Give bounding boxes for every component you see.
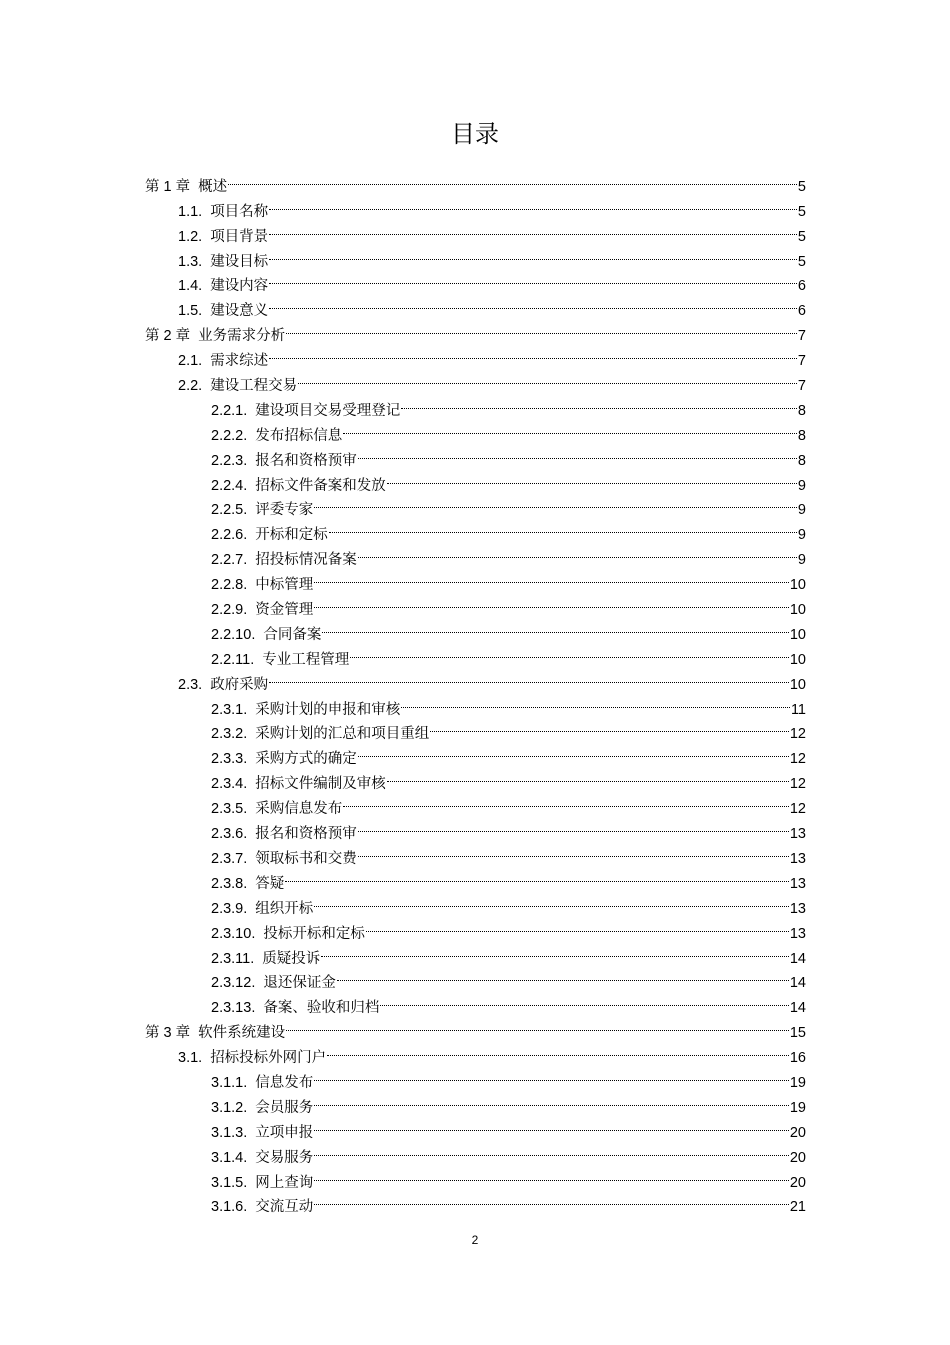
- toc-entry-page: 7: [797, 328, 806, 345]
- toc-entry-label: 立项申报: [255, 1124, 314, 1141]
- dot-leader: [327, 1037, 789, 1062]
- toc-entry[interactable]: [211, 490, 806, 519]
- dot-leader: [285, 863, 789, 888]
- toc-entry-label: 质疑投诉: [262, 950, 321, 967]
- toc-entry[interactable]: [211, 639, 806, 668]
- toc-entry-label: 需求综述: [210, 353, 269, 370]
- toc-entry[interactable]: [211, 614, 806, 643]
- toc-entry-label: 建设工程交易: [210, 378, 298, 395]
- toc-entry-number: 2.3.1.: [211, 701, 248, 718]
- toc-entry[interactable]: [178, 241, 806, 270]
- toc-entry-number: 2.3.6.: [211, 826, 248, 843]
- toc-entry-label: 组织开标: [255, 900, 314, 917]
- toc-entry[interactable]: [178, 1037, 806, 1067]
- toc-entry-label: 备案、验收和归档: [263, 1000, 380, 1017]
- toc-entry-number: 3.1.2.: [211, 1099, 248, 1116]
- toc-entry-number: 2.2.3.: [211, 452, 248, 469]
- toc-entry-label: 专业工程管理: [262, 651, 350, 668]
- toc-entry[interactable]: [145, 315, 806, 345]
- toc-entry-label: 报名和资格预审: [255, 452, 357, 469]
- toc-entry-number: 3.1.1.: [211, 1074, 248, 1091]
- toc-entry[interactable]: [211, 689, 806, 718]
- toc-entry[interactable]: [211, 1087, 806, 1116]
- toc-entry-label: 软件系统建设: [198, 1025, 286, 1042]
- toc-entry-number: 2.2.8.: [211, 577, 248, 594]
- toc-entry[interactable]: [211, 514, 806, 544]
- toc-entry-number: 2.2.9.: [211, 602, 248, 619]
- toc-entry-number: 2.2.: [178, 378, 203, 395]
- toc-entry-page: 16: [789, 1050, 806, 1067]
- toc-entry-label: 建设内容: [210, 278, 269, 295]
- toc-entry-label: 退还保证金: [263, 975, 336, 992]
- toc-entry-label: 资金管理: [255, 602, 314, 619]
- toc-entry-page: 20: [789, 1174, 806, 1191]
- toc-entry-number: 3.1.5.: [211, 1174, 248, 1191]
- toc-entry[interactable]: [211, 813, 806, 843]
- toc-entry[interactable]: [178, 290, 806, 320]
- toc-entry-number: 1.1.: [178, 203, 203, 220]
- toc-entry-page: 8: [797, 402, 806, 419]
- toc-entry-number: 2.3.12.: [211, 975, 256, 992]
- toc-entry-number: 2.3.13.: [211, 1000, 256, 1017]
- dot-leader: [387, 763, 789, 788]
- toc-entry-page: 14: [789, 950, 806, 967]
- dot-leader: [358, 838, 789, 863]
- toc-entry[interactable]: [178, 266, 806, 295]
- toc-entry-number: 2.2.6.: [211, 527, 248, 544]
- dot-leader: [358, 813, 789, 838]
- toc-entry-page: 13: [789, 850, 806, 867]
- toc-entry-page: 7: [797, 378, 806, 395]
- toc-entry-page: 9: [797, 552, 806, 569]
- toc-entry-number: 第 1 章: [145, 178, 191, 195]
- toc-entry-number: 1.2.: [178, 228, 203, 245]
- toc-entry[interactable]: [178, 664, 806, 693]
- dot-leader: [314, 564, 789, 589]
- toc-entry-label: 答疑: [255, 875, 285, 892]
- toc-entry-number: 2.2.4.: [211, 477, 248, 494]
- toc-entry-number: 3.1.: [178, 1050, 203, 1067]
- dot-leader: [314, 1187, 789, 1212]
- dot-leader: [358, 539, 797, 564]
- toc-entry-label: 建设项目交易受理登记: [255, 402, 401, 419]
- toc-entry-number: 第 2 章: [145, 328, 191, 345]
- toc-entry-number: 3.1.3.: [211, 1124, 248, 1141]
- toc-entry[interactable]: [211, 838, 806, 867]
- dot-leader: [269, 191, 797, 216]
- toc-entry-label: 采购方式的确定: [255, 751, 357, 768]
- toc-entry-number: 2.3.10.: [211, 925, 256, 942]
- toc-entry[interactable]: [178, 365, 806, 395]
- toc-entry-page: 14: [789, 975, 806, 992]
- dot-leader: [329, 514, 797, 539]
- toc-entry[interactable]: [211, 763, 806, 793]
- toc-entry-page: 10: [789, 602, 806, 619]
- toc-entry-label: 项目背景: [210, 228, 269, 245]
- toc-entry-number: 2.3.3.: [211, 751, 248, 768]
- dot-leader: [350, 639, 789, 664]
- dot-leader: [358, 440, 797, 465]
- toc-entry-page: 13: [789, 900, 806, 917]
- toc-entry-label: 开标和定标: [255, 527, 328, 544]
- toc-entry-label: 交易服务: [255, 1149, 314, 1166]
- page-title: 目录: [451, 120, 499, 148]
- dot-leader: [269, 216, 797, 241]
- toc-entry-page: 15: [789, 1025, 806, 1042]
- toc-entry-label: 网上查询: [255, 1174, 314, 1191]
- toc-entry-label: 信息发布: [255, 1074, 314, 1091]
- toc-entry-number: 2.2.7.: [211, 552, 248, 569]
- toc-entry-label: 招投标情况备案: [255, 552, 357, 569]
- dot-leader: [269, 241, 797, 266]
- toc-entry[interactable]: [145, 166, 806, 195]
- toc-entry[interactable]: [145, 1012, 806, 1042]
- toc-entry[interactable]: [211, 738, 806, 768]
- toc-entry-page: 8: [797, 427, 806, 444]
- toc-entry-page: 7: [797, 353, 806, 370]
- toc-entry[interactable]: [178, 340, 806, 370]
- toc-entry-number: 2.2.5.: [211, 502, 248, 519]
- toc-entry-label: 合同备案: [263, 626, 322, 643]
- dot-leader: [286, 1012, 789, 1037]
- dot-leader: [366, 913, 789, 938]
- toc-entry-number: 2.3.9.: [211, 900, 248, 917]
- toc-entry[interactable]: [211, 564, 806, 594]
- toc-entry-label: 会员服务: [255, 1099, 314, 1116]
- dot-leader: [314, 1162, 789, 1187]
- dot-leader: [430, 714, 789, 739]
- dot-leader: [343, 788, 789, 813]
- dot-leader: [298, 365, 797, 390]
- toc-entry-label: 项目名称: [210, 203, 269, 220]
- toc-entry[interactable]: [211, 1137, 806, 1166]
- toc-entry-label: 招标投标外网门户: [210, 1050, 327, 1067]
- toc-entry-page: 11: [790, 701, 806, 718]
- toc-entry-page: 20: [789, 1124, 806, 1141]
- toc-entry[interactable]: [211, 888, 806, 917]
- toc-entry-page: 21: [789, 1199, 806, 1216]
- toc-entry-number: 2.3.2.: [211, 726, 248, 743]
- toc-entry-label: 建设目标: [210, 253, 269, 270]
- toc-entry[interactable]: [211, 1162, 806, 1191]
- toc-entry-number: 1.4.: [178, 278, 203, 295]
- dot-leader: [380, 987, 789, 1012]
- toc-entry-label: 领取标书和交费: [255, 850, 357, 867]
- dot-leader: [314, 1112, 789, 1137]
- toc-entry-page: 5: [797, 203, 806, 220]
- toc-entry-page: 12: [789, 776, 806, 793]
- toc-entry-page: 10: [789, 577, 806, 594]
- dot-leader: [343, 415, 797, 440]
- dot-leader: [286, 315, 797, 340]
- toc-entry-label: 中标管理: [255, 577, 314, 594]
- toc-entry-label: 业务需求分析: [198, 328, 286, 345]
- toc-entry[interactable]: [211, 589, 806, 619]
- toc-entry-label: 投标开标和定标: [263, 925, 365, 942]
- dot-leader: [269, 266, 797, 291]
- toc-entry-number: 2.3.4.: [211, 776, 248, 793]
- toc-entry-page: 9: [797, 502, 806, 519]
- toc-entry[interactable]: [178, 216, 806, 245]
- toc-entry-number: 2.3.7.: [211, 850, 248, 867]
- table-of-contents: [0, 166, 950, 1216]
- toc-entry[interactable]: [211, 1062, 806, 1091]
- toc-entry-page: 8: [797, 452, 806, 469]
- dot-leader: [228, 166, 797, 191]
- dot-leader: [358, 738, 789, 763]
- toc-entry-label: 评委专家: [255, 502, 314, 519]
- toc-entry-label: 概述: [198, 178, 228, 195]
- toc-entry-number: 1.5.: [178, 303, 203, 320]
- dot-leader: [337, 963, 789, 988]
- dot-leader: [269, 340, 797, 365]
- toc-entry-page: 13: [789, 826, 806, 843]
- toc-entry[interactable]: [211, 415, 806, 444]
- toc-entry-number: 2.1.: [178, 353, 203, 370]
- toc-entry[interactable]: [211, 863, 806, 892]
- toc-entry-label: 招标文件备案和发放: [255, 477, 386, 494]
- toc-entry-number: 1.3.: [178, 253, 203, 270]
- toc-entry-page: 9: [797, 477, 806, 494]
- toc-entry-page: 19: [789, 1074, 806, 1091]
- toc-entry[interactable]: [211, 987, 806, 1017]
- toc-entry-label: 采购计划的汇总和项目重组: [255, 726, 430, 743]
- toc-entry-page: 20: [789, 1149, 806, 1166]
- toc-entry-label: 采购计划的申报和审核: [255, 701, 401, 718]
- toc-entry-page: 5: [797, 228, 806, 245]
- toc-entry[interactable]: [178, 191, 806, 220]
- toc-entry-number: 2.2.1.: [211, 402, 248, 419]
- toc-entry-number: 2.2.2.: [211, 427, 248, 444]
- toc-entry-label: 招标文件编制及审核: [255, 776, 386, 793]
- toc-entry-number: 2.2.10.: [211, 626, 256, 643]
- dot-leader: [314, 1087, 789, 1112]
- toc-entry-number: 3.1.4.: [211, 1149, 248, 1166]
- dot-leader: [401, 689, 790, 714]
- toc-entry[interactable]: [211, 938, 806, 967]
- toc-entry-page: 13: [789, 875, 806, 892]
- toc-entry-label: 交流互动: [255, 1199, 314, 1216]
- toc-entry-number: 2.3.: [178, 676, 203, 693]
- toc-entry[interactable]: [211, 913, 806, 942]
- toc-entry-number: 3.1.6.: [211, 1199, 248, 1216]
- toc-entry-number: 2.2.11.: [211, 651, 255, 668]
- toc-entry-page: 19: [789, 1099, 806, 1116]
- toc-entry-page: 10: [789, 676, 806, 693]
- toc-entry[interactable]: [211, 465, 806, 494]
- dot-leader: [314, 490, 797, 515]
- toc-entry-page: 10: [789, 626, 806, 643]
- page-number: 2: [471, 1233, 479, 1247]
- toc-entry-page: 9: [797, 527, 806, 544]
- toc-entry-page: 6: [797, 278, 806, 295]
- toc-entry-number: 第 3 章: [145, 1025, 191, 1042]
- dot-leader: [314, 1062, 789, 1087]
- toc-entry[interactable]: [211, 539, 806, 569]
- toc-entry-label: 建设意义: [210, 303, 269, 320]
- toc-entry-page: 12: [789, 801, 806, 818]
- toc-entry-page: 12: [789, 751, 806, 768]
- toc-entry[interactable]: [211, 1187, 806, 1216]
- toc-entry-page: 14: [789, 1000, 806, 1017]
- toc-entry-page: 5: [797, 178, 806, 195]
- toc-entry-number: 2.3.5.: [211, 801, 248, 818]
- toc-entry[interactable]: [211, 390, 806, 419]
- dot-leader: [387, 465, 797, 490]
- toc-entry[interactable]: [211, 440, 806, 469]
- dot-leader: [314, 1137, 789, 1162]
- toc-entry[interactable]: [211, 788, 806, 818]
- dot-leader: [269, 290, 797, 315]
- dot-leader: [321, 938, 789, 963]
- toc-entry-label: 采购信息发布: [255, 801, 343, 818]
- toc-entry-label: 政府采购: [210, 676, 269, 693]
- toc-entry-page: 12: [789, 726, 806, 743]
- toc-entry-page: 5: [797, 253, 806, 270]
- toc-entry-page: 13: [789, 925, 806, 942]
- toc-entry-number: 2.3.11.: [211, 950, 255, 967]
- toc-entry-label: 发布招标信息: [255, 427, 343, 444]
- toc-entry[interactable]: [211, 1112, 806, 1141]
- toc-entry-label: 报名和资格预审: [255, 826, 357, 843]
- dot-leader: [314, 888, 789, 913]
- toc-entry-number: 2.3.8.: [211, 875, 248, 892]
- dot-leader: [401, 390, 797, 415]
- toc-entry[interactable]: [211, 714, 806, 743]
- dot-leader: [269, 664, 789, 689]
- dot-leader: [314, 589, 789, 614]
- dot-leader: [322, 614, 789, 639]
- toc-entry[interactable]: [211, 963, 806, 992]
- toc-entry-page: 10: [789, 651, 806, 668]
- toc-entry-page: 6: [797, 303, 806, 320]
